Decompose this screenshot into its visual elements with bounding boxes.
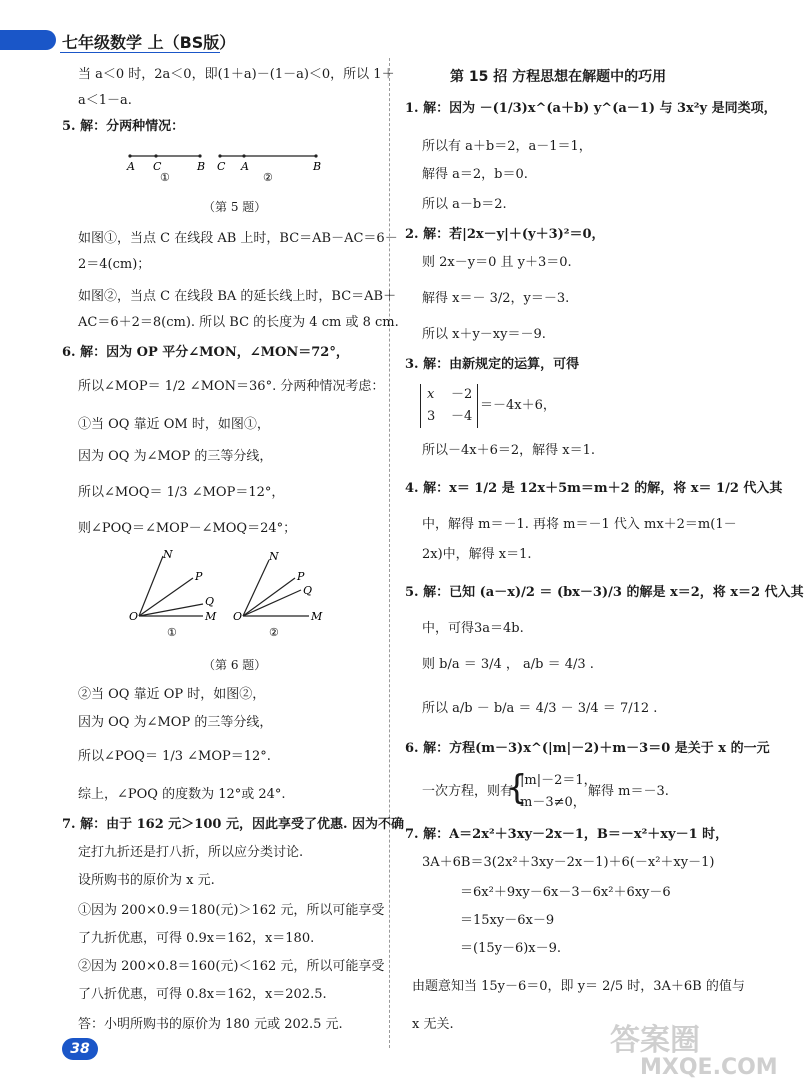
fig6-label: Q	[205, 595, 215, 608]
q6-line3: 解得 m＝－3.	[588, 784, 669, 799]
p7-line1: 定打九折还是打八折，所以应分类讨论.	[78, 845, 304, 860]
q1-line2: 所以有 a＋b＝2，a－1＝1，	[422, 139, 592, 154]
fig5-label: A	[241, 160, 249, 173]
p7-title: 7. 解：由于 162 元＞100 元，因此享受了优惠. 因为不确	[62, 817, 404, 832]
fig6-label: Q	[303, 584, 313, 597]
system-brace: {	[506, 768, 528, 808]
fig6-label: M	[205, 610, 217, 623]
fig5-label: B	[197, 160, 206, 173]
q1-line3: 解得 a＝2，b＝0.	[422, 167, 528, 182]
watermark-url: MXQE.COM	[640, 1055, 778, 1080]
q5-line1: 5. 解：已知 (a－x)/2 ＝ (bx－3)/3 的解是 x＝2，将 x＝2 代入其	[405, 585, 804, 600]
fig6-label: O	[129, 610, 139, 623]
p5-line2: 2＝4(cm)；	[78, 257, 151, 272]
p6-line2: ①当 OQ 靠近 OM 时，如图①，	[78, 417, 270, 432]
q6-line1: 6. 解：方程(m－3)x^(|m|－2)＋m－3＝0 是关于 x 的一元	[405, 741, 770, 756]
header-rule	[60, 52, 220, 53]
fig6-label: P	[195, 570, 203, 583]
p7-answer: 答：小明所购书的原价为 180 元或 202.5 元.	[78, 1017, 343, 1032]
q4-line1: 4. 解：x＝ 1/2 是 12x＋5m＝m＋2 的解，将 x＝ 1/2 代入其	[405, 481, 783, 496]
p7-line3: ①因为 200×0.9＝180(元)＞162 元，所以可能享受	[78, 903, 385, 918]
q4-line3: 2x)中，解得 x＝1.	[422, 547, 532, 562]
column-divider	[389, 58, 390, 1048]
figure-5	[120, 148, 330, 182]
q2-line2: 则 2x－y＝0 且 y＋3＝0.	[422, 255, 572, 270]
q2-line3: 解得 x＝－ 3/2，y＝－3.	[422, 291, 570, 306]
header-accent-bar	[0, 30, 56, 50]
p6-line6: ②当 OQ 靠近 OP 时，如图②，	[78, 687, 266, 702]
q7-line1: 7. 解：A＝2x²＋3xy－2x－1，B＝－x²＋xy－1 时，	[405, 827, 729, 842]
p5-line1: 如图①，当点 C 在线段 AB 上时，BC＝AB－AC＝6－	[78, 231, 398, 246]
fig6-label: O	[233, 610, 243, 623]
det-cell: －2	[451, 387, 473, 402]
p6-line5: 则∠POQ＝∠MOP－∠MOQ＝24°；	[78, 521, 297, 536]
fig6-label: ②	[269, 626, 279, 639]
fig6-label: P	[297, 570, 305, 583]
p6-line7: 因为 OQ 为∠MOP 的三等分线，	[78, 715, 273, 730]
p6-line8: 所以∠POQ＝ 1/3 ∠MOP＝12°.	[78, 749, 271, 764]
q5-line2: 中，可得3a＝4b.	[422, 621, 524, 636]
fig5-label: C	[153, 160, 162, 173]
q2-line4: 所以 x＋y－xy＝－9.	[422, 327, 546, 342]
p7-line6: 了八折优惠，可得 0.8x＝162，x＝202.5.	[78, 987, 327, 1002]
fig5-label: C	[217, 160, 226, 173]
p5-title: 5. 解：分两种情况：	[62, 119, 185, 134]
determinant	[420, 384, 478, 428]
page-header-title: 七年级数学 上（BS版）	[62, 33, 236, 52]
q3-line2: 所以－4x＋6＝2，解得 x＝1.	[422, 443, 596, 458]
figure-6	[125, 546, 330, 642]
fig5-label: ②	[263, 171, 273, 184]
q6-system-eq2: m－3≠0，	[520, 795, 586, 810]
q7-line6: 由题意知当 15y－6＝0，即 y＝ 2/5 时，3A＋6B 的值与	[412, 979, 745, 994]
fig6-label: M	[311, 610, 323, 623]
q1-line1: 1. 解：因为 －(1/3)x^(a＋b) y^(a－1) 与 3x²y 是同类项，	[405, 101, 777, 116]
q6-line2: 一次方程，则有	[422, 784, 514, 799]
p4-line2: a＜1－a.	[78, 93, 132, 108]
q7-line5: ＝(15y－6)x－9.	[460, 941, 562, 956]
det-cell: －4	[451, 409, 473, 424]
p6-title: 6. 解：因为 OP 平分∠MON，∠MON＝72°，	[62, 345, 349, 360]
p5-line3: 如图②，当点 C 在线段 BA 的延长线上时，BC＝AB＋	[78, 289, 397, 304]
p6-line4: 所以∠MOQ＝ 1/3 ∠MOP＝12°，	[78, 485, 285, 500]
q6-system-eq1: |m|－2＝1，	[520, 773, 597, 788]
det-cell: x	[427, 387, 435, 402]
q5-line4: 所以 a/b － b/a ＝ 4/3 － 3/4 ＝ 7/12 .	[422, 701, 658, 716]
det-cell: 3	[427, 409, 436, 424]
fig6-label: ①	[167, 626, 177, 639]
q7-line7: x 无关.	[412, 1017, 454, 1032]
q4-line2: 中，解得 m＝－1. 再将 m＝－1 代入 mx＋2＝m(1－	[422, 517, 737, 532]
watermark-logo: 答案圈	[610, 1023, 700, 1058]
p7-line2: 设所购书的原价为 x 元.	[78, 873, 215, 888]
fig5-label: ①	[160, 171, 170, 184]
q7-line2: 3A＋6B＝3(2x²＋3xy－2x－1)＋6(－x²＋xy－1)	[422, 855, 715, 870]
p5-line4: AC＝6＋2＝8(cm). 所以 BC 的长度为 4 cm 或 8 cm.	[78, 315, 399, 330]
q1-line4: 所以 a－b＝2.	[422, 197, 507, 212]
q5-line3: 则 b/a ＝ 3/4 ， a/b ＝ 4/3 .	[422, 657, 594, 672]
p6-line3: 因为 OQ 为∠MOP 的三等分线，	[78, 449, 273, 464]
q3-line1: 3. 解：由新规定的运算，可得	[405, 357, 580, 372]
q2-line1: 2. 解：若|2x－y|＋(y＋3)²＝0，	[405, 227, 605, 242]
p7-line5: ②因为 200×0.8＝160(元)＜162 元，所以可能享受	[78, 959, 385, 974]
fig5-caption: （第 5 题）	[203, 200, 267, 214]
page-number-badge: 38	[62, 1038, 98, 1060]
fig5-label: B	[313, 160, 322, 173]
section-title: 第 15 招 方程思想在解题中的巧用	[450, 69, 667, 85]
fig6-label: N	[269, 550, 279, 563]
p4-line1: 当 a＜0 时，2a＜0，即(1＋a)－(1－a)＜0，所以 1＋	[78, 67, 395, 82]
det-rhs: ＝－4x＋6，	[480, 398, 556, 413]
fig6-label: N	[163, 548, 173, 561]
p6-line1: 所以∠MOP＝ 1/2 ∠MON＝36°. 分两种情况考虑：	[78, 379, 385, 394]
fig6-caption: （第 6 题）	[203, 658, 267, 672]
q7-line3: ＝6x²＋9xy－6x－3－6x²＋6xy－6	[460, 885, 671, 900]
fig5-label: A	[127, 160, 135, 173]
p6-line9: 综上，∠POQ 的度数为 12°或 24°.	[78, 787, 286, 802]
p7-line4: 了九折优惠，可得 0.9x＝162，x＝180.	[78, 931, 315, 946]
q7-line4: ＝15xy－6x－9	[460, 913, 555, 928]
